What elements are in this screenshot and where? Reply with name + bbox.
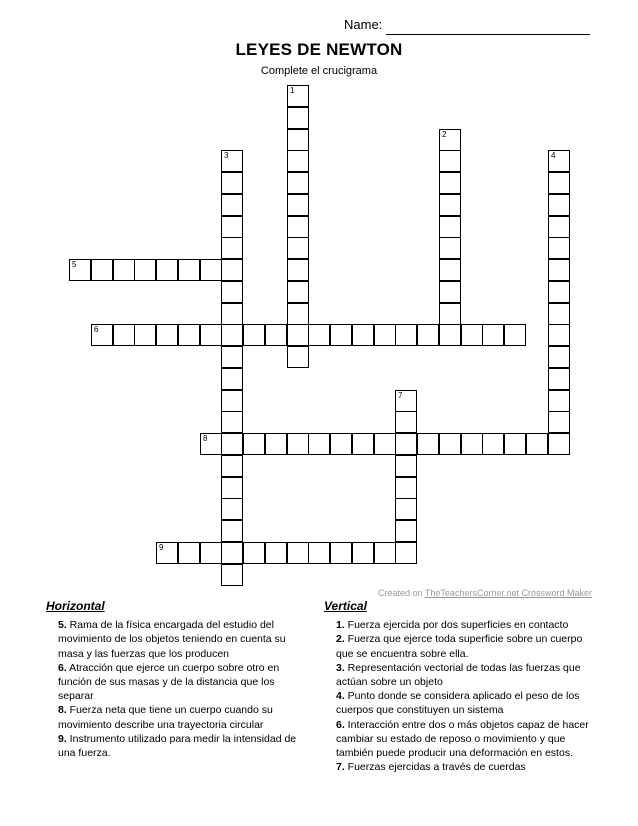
crossword-cell[interactable]	[287, 194, 309, 216]
crossword-cell[interactable]	[308, 433, 330, 455]
crossword-cell[interactable]	[221, 150, 243, 172]
crossword-cell[interactable]	[178, 259, 200, 281]
clue-item	[58, 703, 308, 731]
clue-text: Atracción que ejerce un cuerpo sobre otro en función de sus masas y de la distancia que los separar	[58, 661, 280, 703]
crossword-cell[interactable]	[243, 324, 265, 346]
crossword-cell[interactable]	[548, 259, 570, 281]
crossword-cell[interactable]	[548, 324, 570, 346]
crossword-cell[interactable]	[395, 390, 417, 412]
vertical-clue-list	[324, 618, 596, 774]
crossword-cell[interactable]	[482, 324, 504, 346]
cell-number: 3	[224, 151, 229, 160]
crossword-cell[interactable]	[221, 172, 243, 194]
crossword-cell[interactable]	[287, 542, 309, 564]
crossword-cell[interactable]	[330, 433, 352, 455]
crossword-cell[interactable]	[374, 542, 396, 564]
cell-number: 9	[159, 543, 164, 552]
clue-item	[336, 760, 596, 774]
crossword-cell[interactable]	[395, 433, 417, 455]
crossword-cell[interactable]	[69, 259, 91, 281]
crossword-cell[interactable]	[200, 324, 222, 346]
crossword-cell[interactable]	[548, 368, 570, 390]
crossword-cell[interactable]	[221, 237, 243, 259]
crossword-cell[interactable]	[243, 433, 265, 455]
crossword-cell[interactable]	[439, 281, 461, 303]
crossword-cell[interactable]	[221, 368, 243, 390]
crossword-cell[interactable]	[439, 194, 461, 216]
crossword-cell[interactable]	[308, 324, 330, 346]
crossword-cell[interactable]	[221, 498, 243, 520]
crossword-cell[interactable]	[221, 520, 243, 542]
crossword-cell[interactable]	[374, 433, 396, 455]
clue-text: Representación vectorial de todas las fuerzas que actúan sobre un objeto	[336, 661, 581, 689]
clue-number: 3.	[336, 661, 345, 674]
crossword-cell[interactable]	[308, 542, 330, 564]
crossword-cell[interactable]	[352, 542, 374, 564]
crossword-cell[interactable]	[439, 172, 461, 194]
clue-text: Punto donde se considera aplicado el peso de los cuerpos que constituyen un sistema	[336, 690, 580, 717]
page-title: LEYES DE NEWTON	[235, 40, 403, 59]
crossword-cell[interactable]	[221, 542, 243, 564]
crossword-cell[interactable]	[156, 259, 178, 281]
crossword-cell[interactable]	[548, 237, 570, 259]
credit-prefix: Created on	[378, 588, 425, 598]
crossword-cell[interactable]	[287, 281, 309, 303]
crossword-cell[interactable]	[265, 433, 287, 455]
crossword-cell[interactable]	[221, 455, 243, 477]
crossword-cell[interactable]	[548, 433, 570, 455]
crossword-cell[interactable]	[548, 411, 570, 433]
crossword-cell[interactable]	[221, 216, 243, 238]
crossword-cell[interactable]	[352, 433, 374, 455]
crossword-cell[interactable]	[439, 216, 461, 238]
crossword-cell[interactable]	[287, 303, 309, 325]
crossword-cell[interactable]	[374, 324, 396, 346]
clue-number: 7.	[336, 761, 345, 774]
clue-text: Fuerzas ejercidas a través de cuerdas	[344, 761, 526, 774]
crossword-cell[interactable]	[91, 324, 113, 346]
name-label: Name:	[344, 17, 383, 32]
vertical-heading: Vertical	[324, 599, 367, 613]
crossword-cell[interactable]	[134, 324, 156, 346]
crossword-cell[interactable]	[461, 324, 483, 346]
crossword-cell[interactable]	[439, 303, 461, 325]
clue-item	[58, 732, 308, 760]
cell-number: 7	[398, 391, 403, 400]
crossword-cell[interactable]	[287, 433, 309, 455]
crossword-cell[interactable]	[221, 433, 243, 455]
crossword-cell[interactable]	[287, 237, 309, 259]
crossword-cell[interactable]	[287, 85, 309, 107]
clue-text: Fuerza ejercida por dos superficies en contacto	[344, 619, 569, 632]
crossword-cell[interactable]	[395, 324, 417, 346]
credit-line	[378, 588, 592, 598]
crossword-cell[interactable]	[221, 303, 243, 325]
clue-number: 9.	[58, 732, 67, 745]
clue-text: Rama de la física encargada del estudio del movimiento de los objetos teniendo en cuenta su masa y las fuerzas que los producen	[58, 619, 286, 660]
crossword-cell[interactable]	[461, 433, 483, 455]
crossword-cell[interactable]	[287, 259, 309, 281]
crossword-cell[interactable]	[548, 390, 570, 412]
crossword-cell[interactable]	[395, 477, 417, 499]
cell-number: 5	[72, 260, 77, 269]
crossword-cell[interactable]	[395, 498, 417, 520]
crossword-cell[interactable]	[439, 259, 461, 281]
crossword-cell[interactable]	[113, 324, 135, 346]
crossword-cell[interactable]	[156, 324, 178, 346]
crossword-cell[interactable]	[243, 542, 265, 564]
crossword-cell[interactable]	[200, 433, 222, 455]
clue-number: 1.	[336, 619, 345, 632]
clue-number: 2.	[336, 633, 345, 646]
crossword-cell[interactable]	[330, 324, 352, 346]
crossword-cell[interactable]	[287, 346, 309, 368]
clue-item	[58, 618, 308, 661]
cell-number: 1	[290, 86, 295, 95]
crossword-cell[interactable]	[504, 324, 526, 346]
crossword-cell[interactable]	[395, 542, 417, 564]
clue-number: 5.	[58, 619, 67, 632]
crossword-cell[interactable]	[221, 411, 243, 433]
clue-number: 6.	[336, 718, 345, 731]
crossword-cell[interactable]	[265, 542, 287, 564]
page-subtitle: Complete el crucigrama	[260, 65, 378, 77]
crossword-cell[interactable]	[287, 107, 309, 129]
clue-item	[336, 689, 596, 717]
crossword-cell[interactable]	[395, 455, 417, 477]
crossword-cell[interactable]	[113, 259, 135, 281]
crossword-cell[interactable]	[287, 216, 309, 238]
vertical-clues	[324, 599, 596, 774]
cell-number: 8	[203, 434, 208, 443]
crossword-cell[interactable]	[287, 172, 309, 194]
crossword-cell[interactable]	[221, 324, 243, 346]
credit-link[interactable]: TheTeachersCorner.net Crossword Maker	[424, 588, 592, 598]
crossword-cell[interactable]	[417, 433, 439, 455]
crossword-cell[interactable]	[548, 150, 570, 172]
cell-number: 6	[94, 325, 99, 334]
crossword-cell[interactable]	[330, 542, 352, 564]
horizontal-clue-list	[46, 618, 308, 760]
crossword-cell[interactable]	[178, 542, 200, 564]
crossword-cell[interactable]	[548, 303, 570, 325]
crossword-cell[interactable]	[221, 477, 243, 499]
crossword-cell[interactable]	[439, 129, 461, 151]
clue-number: 6.	[58, 661, 67, 674]
clue-item	[336, 618, 596, 632]
crossword-cell[interactable]	[221, 259, 243, 281]
crossword-cell[interactable]	[526, 433, 548, 455]
horizontal-clues	[46, 599, 308, 760]
crossword-cell[interactable]	[439, 433, 461, 455]
crossword-cell[interactable]	[287, 324, 309, 346]
crossword-cell[interactable]	[548, 216, 570, 238]
clue-item	[336, 632, 596, 660]
clue-text: Instrumento utilizado para medir la intensidad de una fuerza.	[58, 732, 297, 760]
crossword-cell[interactable]	[178, 324, 200, 346]
crossword-cell[interactable]	[91, 259, 113, 281]
clue-number: 8.	[58, 704, 67, 717]
crossword-cell[interactable]	[221, 564, 243, 586]
crossword-cell[interactable]	[200, 259, 222, 281]
crossword-cell[interactable]	[287, 129, 309, 151]
crossword-cell[interactable]	[504, 433, 526, 455]
crossword-cell[interactable]	[548, 346, 570, 368]
crossword-cell[interactable]	[221, 194, 243, 216]
crossword-cell[interactable]	[439, 237, 461, 259]
crossword-cell[interactable]	[221, 390, 243, 412]
crossword-cell[interactable]	[221, 346, 243, 368]
crossword-cell[interactable]	[395, 520, 417, 542]
crossword-cell[interactable]	[265, 324, 287, 346]
crossword-cell[interactable]	[548, 281, 570, 303]
clue-text: Fuerza neta que tiene un cuerpo cuando su movimiento describe una trayectoria circular	[58, 704, 273, 731]
crossword-cell[interactable]	[352, 324, 374, 346]
crossword-cell[interactable]	[156, 542, 178, 564]
crossword-cell[interactable]	[439, 150, 461, 172]
clue-item	[336, 718, 596, 761]
crossword-cell[interactable]	[395, 411, 417, 433]
clue-text: Fuerza que ejerce toda superficie sobre un cuerpo que se encuentra sobre ella.	[336, 633, 583, 660]
crossword-cell[interactable]	[482, 433, 504, 455]
crossword-cell[interactable]	[287, 150, 309, 172]
crossword-cell[interactable]	[439, 324, 461, 346]
cell-number: 2	[442, 130, 447, 139]
crossword-cell[interactable]	[548, 194, 570, 216]
clue-number: 4.	[336, 690, 345, 703]
clue-item	[336, 661, 596, 689]
crossword-cell[interactable]	[134, 259, 156, 281]
horizontal-heading: Horizontal	[46, 599, 105, 613]
clue-text: Interacción entre dos o más objetos capaz de hacer cambiar su estado de reposo o movimiento y que también puede producir una deformación en estos.	[336, 718, 589, 760]
clue-item	[58, 661, 308, 704]
cell-number: 4	[551, 151, 556, 160]
crossword-cell[interactable]	[200, 542, 222, 564]
crossword-cell[interactable]	[221, 281, 243, 303]
crossword-cell[interactable]	[548, 172, 570, 194]
crossword-cell[interactable]	[417, 324, 439, 346]
